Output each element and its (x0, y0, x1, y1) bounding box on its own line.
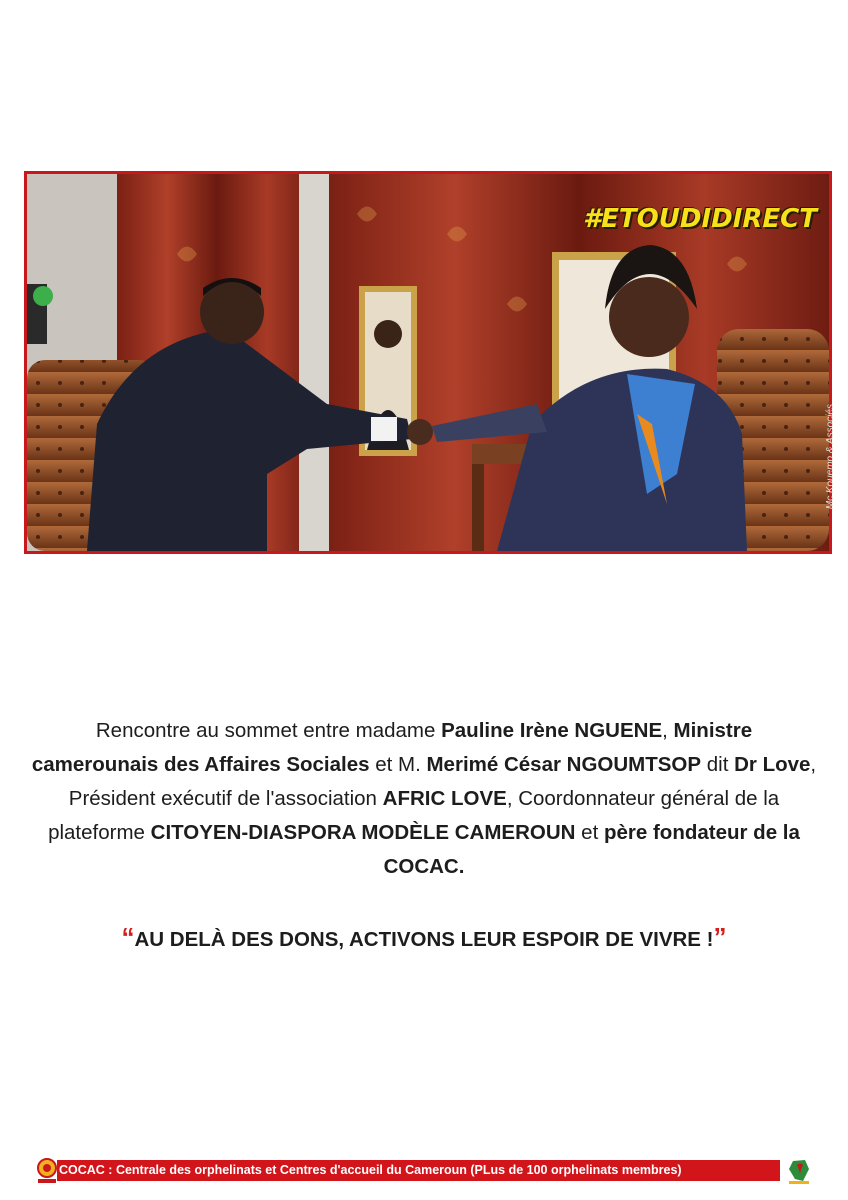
caption-bold-association: AFRIC LOVE (382, 787, 507, 810)
photo-hashtag: #ETOUDIDIRECT (583, 204, 817, 234)
caption-bold-name-founder: Merimé César NGOUMTSOP (426, 753, 702, 776)
africlove-logo-icon (785, 1157, 813, 1185)
photo-caption (30, 714, 818, 884)
caption-text: et M. (369, 753, 427, 776)
close-quote: ” (713, 922, 727, 952)
event-photo (24, 171, 836, 554)
slogan-text: AU DELÀ DES DONS, ACTIVONS LEUR ESPOIR DE VIVRE ! (134, 928, 714, 951)
caption-text: , (662, 719, 674, 742)
caption-text: , Président exécutif de l'association (68, 753, 817, 810)
caption-text: dit (701, 753, 735, 776)
caption-bold-platform: CITOYEN-DIASPORA MODÈLE CAMEROUN (150, 821, 576, 844)
caption-text: , Coordonnateur général de la plateforme (48, 787, 780, 844)
caption-bold-name-minister: Pauline Irène NGUENE (441, 719, 663, 742)
slogan (30, 922, 818, 953)
caption-text: Rencontre au sommet entre madame (95, 719, 442, 742)
open-quote: “ (121, 922, 135, 952)
photo-credit: Mc Kouemo & Associés (825, 404, 836, 510)
caption-bold-nickname: Dr Love (734, 753, 811, 776)
cocac-logo-icon (36, 1157, 58, 1185)
caption-text: et (575, 821, 604, 844)
caption-bold-title-minister: Ministre camerounais des Affaires Sociales (31, 719, 753, 776)
caption-bold-founder-role: père fondateur de la COCAC. (383, 821, 800, 878)
footer-banner: COCAC : Centrale des orphelinats et Centres d'accueil du Cameroun (PLus de 100 orphelinats membres) (57, 1160, 780, 1181)
